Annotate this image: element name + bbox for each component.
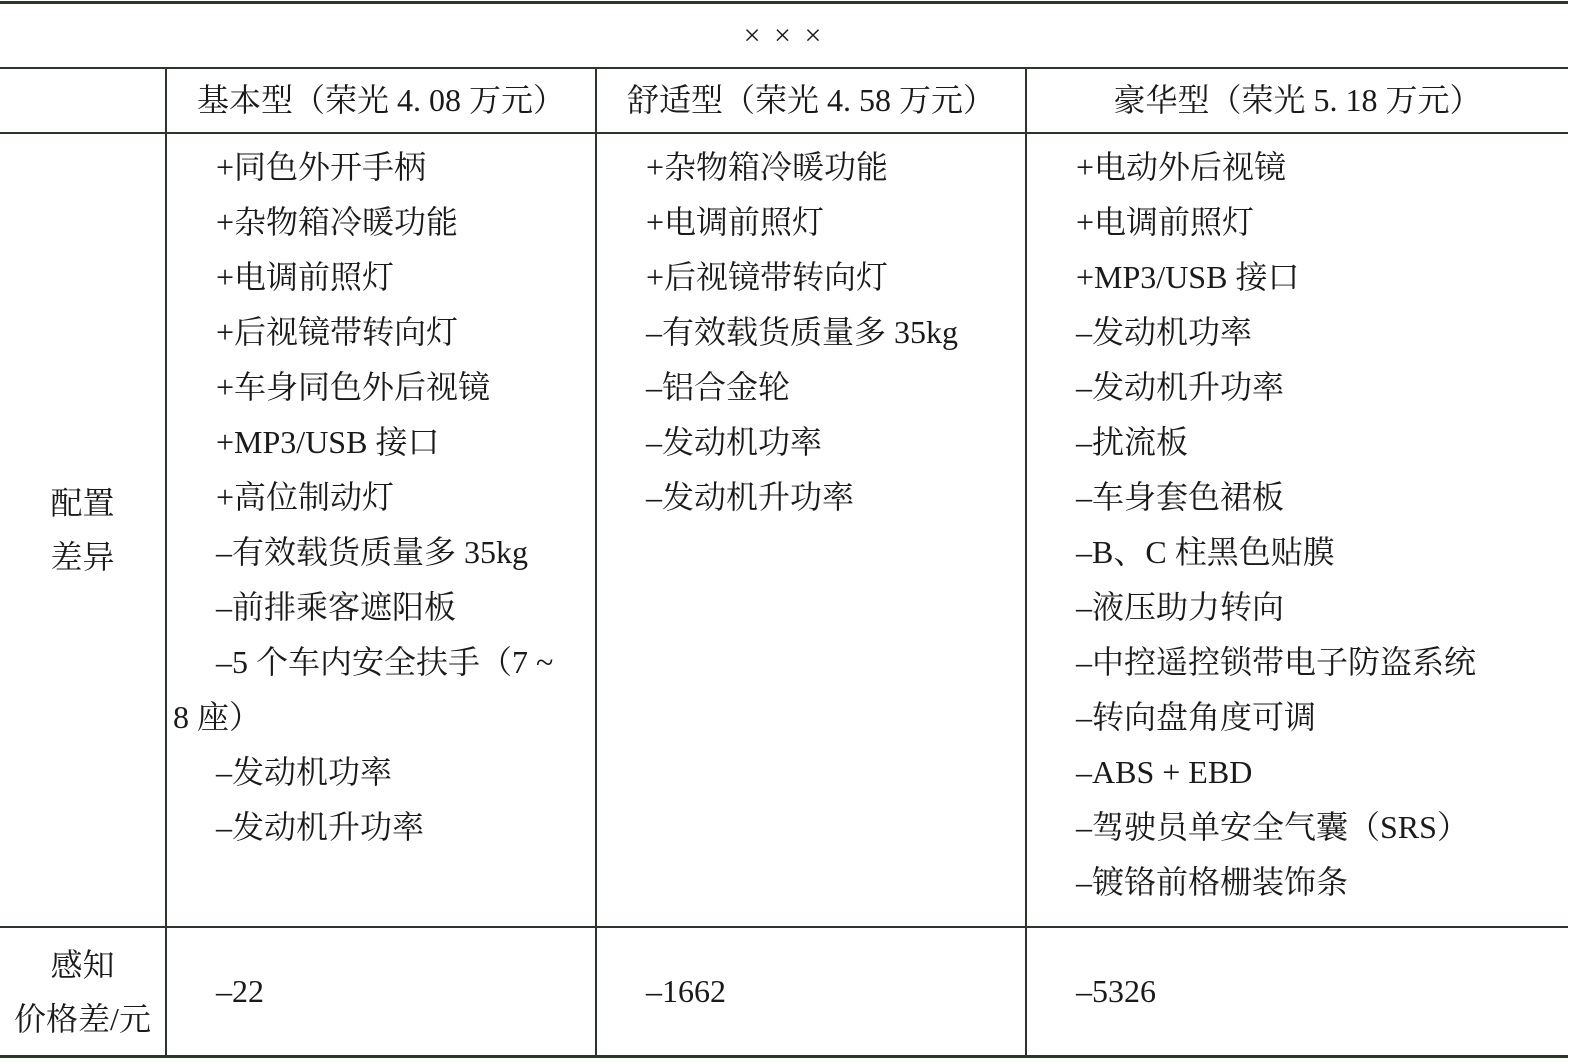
config-basic-cell (167, 134, 595, 926)
config-item: –车身套色裙板 (1076, 479, 1285, 515)
price-row-label (0, 928, 165, 1055)
table-title: × × × (743, 19, 825, 52)
config-item: +杂物箱冷暖功能 (646, 149, 889, 185)
config-item: –发动机升功率 (216, 809, 425, 845)
config-item-continuation: 8 座） (173, 699, 262, 735)
config-row-label-line: 配置 (50, 485, 115, 521)
config-item: –5 个车内安全扶手（7 ~ (216, 644, 554, 680)
config-item: –B、C 柱黑色贴膜 (1076, 534, 1335, 570)
config-item: +杂物箱冷暖功能 (216, 204, 459, 240)
config-comfort-cell (597, 134, 1025, 926)
config-item: +电调前照灯 (216, 259, 395, 295)
config-item: –镀铬前格栅装饰条 (1076, 864, 1349, 900)
config-item: +电调前照灯 (646, 204, 825, 240)
config-luxury-cell (1027, 134, 1568, 926)
config-item: +MP3/USB 接口 (1076, 259, 1300, 295)
config-item: +MP3/USB 接口 (216, 424, 440, 460)
price-diff-comfort: –1662 (646, 973, 726, 1009)
price-row-label-line: 感知 (50, 946, 115, 983)
config-item: –发动机升功率 (646, 479, 855, 515)
header-basic-model: 基本型（荣光 4. 08 万元） (196, 82, 565, 118)
header-comfort-model: 舒适型（荣光 4. 58 万元） (626, 82, 995, 118)
config-item: –扰流板 (1076, 424, 1189, 460)
config-item: –有效载货质量多 35kg (646, 314, 959, 350)
config-item: –中控遥控锁带电子防盗系统 (1076, 644, 1477, 680)
config-item: +电动外后视镜 (1076, 149, 1287, 185)
config-item: +高位制动灯 (216, 479, 395, 515)
config-item: –发动机功率 (1076, 314, 1253, 350)
config-item: –液压助力转向 (1076, 589, 1285, 625)
config-item: –前排乘客遮阳板 (216, 589, 457, 625)
config-row-label-line: 差异 (50, 539, 115, 575)
price-diff-luxury: –5326 (1076, 973, 1156, 1009)
config-item: –发动机功率 (646, 424, 823, 460)
table-bottom-rule (0, 1055, 1568, 1058)
price-row-label-line: 价格差/元 (14, 1000, 151, 1037)
price-diff-basic: –22 (216, 973, 264, 1009)
config-item: –发动机功率 (216, 754, 393, 790)
config-item: –转向盘角度可调 (1076, 699, 1317, 735)
config-item: +车身同色外后视镜 (216, 369, 491, 405)
config-item: +后视镜带转向灯 (216, 314, 459, 350)
config-item: –发动机升功率 (1076, 369, 1285, 405)
config-item: –ABS + EBD (1076, 754, 1253, 790)
header-corner-cell (0, 69, 165, 132)
config-item: +后视镜带转向灯 (646, 259, 889, 295)
config-item: –有效载货质量多 35kg (216, 534, 529, 570)
header-luxury-model: 豪华型（荣光 5. 18 万元） (1113, 82, 1482, 118)
config-row-label (0, 134, 165, 926)
config-item: –铝合金轮 (646, 369, 791, 405)
config-item: +电调前照灯 (1076, 204, 1255, 240)
config-item: –驾驶员单安全气囊（SRS） (1076, 809, 1469, 845)
config-item: +同色外开手柄 (216, 149, 427, 185)
